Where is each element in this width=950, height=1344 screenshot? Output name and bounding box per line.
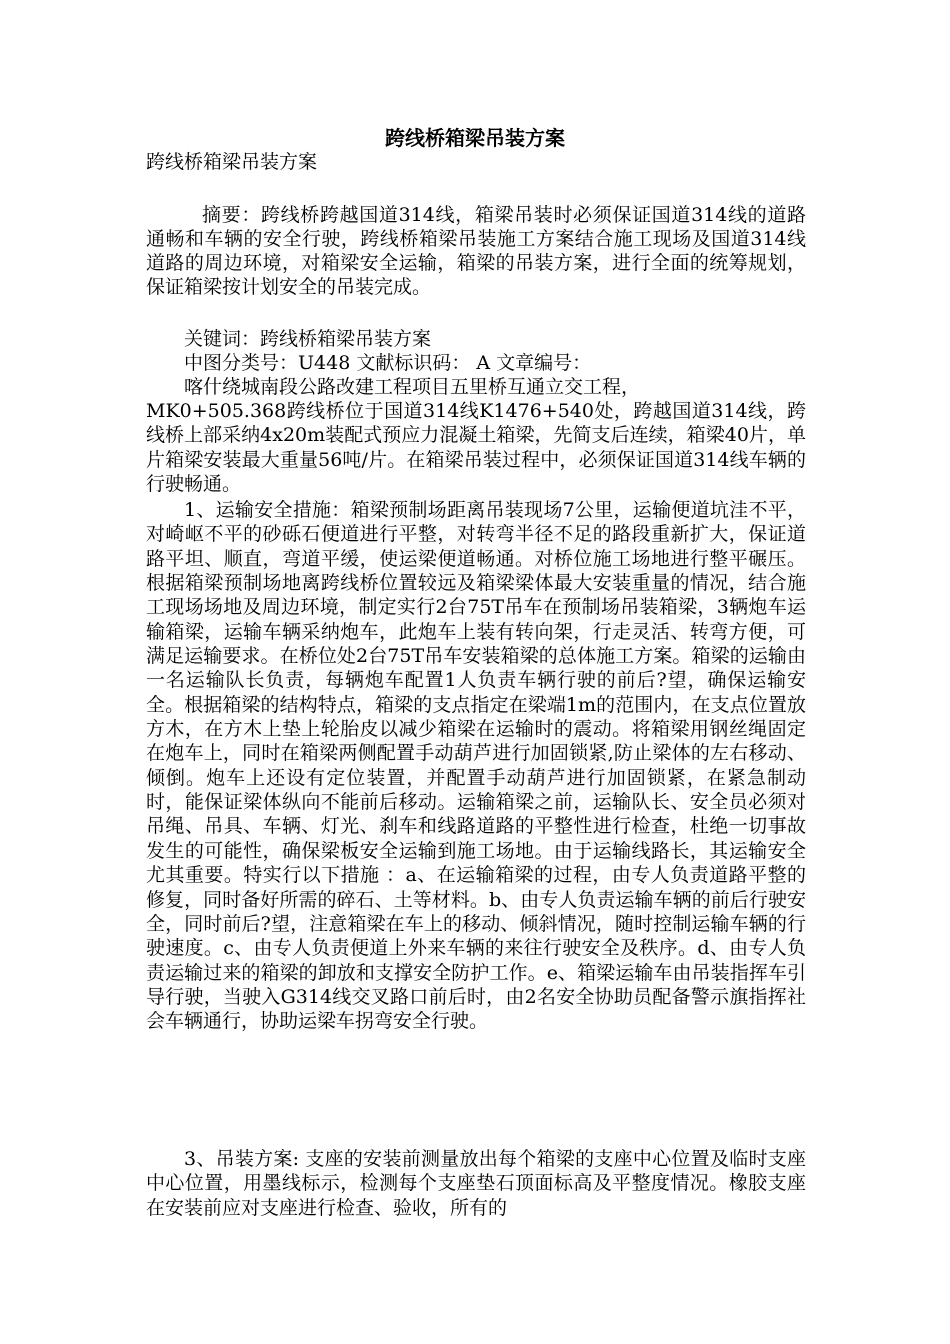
abstract-paragraph: 摘要：跨线桥跨越国道314线，箱梁吊装时必须保证国道314线的道路通畅和车辆的安全行驶，跨线桥箱梁吊装施工方案结合施工现场及国道314线道路的周边环境，对箱梁安全运输，箱梁的吊装方案，进行全面的统筹规划，保证箱梁按计划安全的吊装完成。 [146, 204, 806, 298]
document-subtitle: 跨线桥箱梁吊装方案 [146, 151, 318, 173]
keywords-line: 关键词：跨线桥箱梁吊装方案 [184, 328, 432, 350]
document-title: 跨线桥箱梁吊装方案 [385, 126, 565, 150]
intro-first-line: 喀什绕城南段公路改建工程项目五里桥互通立交工程， [184, 376, 641, 398]
intro-paragraph: MK0+505.368跨线桥位于国道314线K1476+540处，跨越国道314线，跨线桥上部采纳4x20m装配式预应力混凝土箱梁，先简支后连续，箱梁40片，单片箱梁安装最大重量56吨/片。在箱梁吊装过程中，必须保证国道314线车辆的行驶畅通。 [146, 400, 806, 496]
classification-line: 中图分类号：U448 文献标识码： A 文章编号： [184, 352, 592, 374]
section-3-lifting-plan: 3、吊装方案: 支座的安装前测量放出每个箱梁的支座中心位置及临时支座中心位置，用墨线标示，检测每个支座垫石顶面标高及平整度情况。橡胶支座在安装前应对支座进行检查、验收，所有的 [146, 1148, 806, 1219]
section-1-transport-safety: 1、运输安全措施：箱梁预制场距离吊装现场7公里，运输便道坑洼不平，对崎岖不平的砂砾石便道进行平整，对转弯半径不足的路段重新扩大，保证道路平坦、顺直，弯道平缓，使运梁便道畅通。对桥位施工场地进行整平碾压。根据箱梁预制场地离跨线桥位置较远及箱梁梁体最大安装重量的情况，结合施工现场场地及周边环境，制定实行2台75T吊车在预制场吊装箱梁，3辆炮车运输箱梁，运输车辆采纳炮车，此炮车上装有转向架，行走灵活、转弯方便，可满足运输要求。在桥位处2台75T吊车安装箱梁的总体施工方案。箱梁的运输由一名运输队长负责，每辆炮车配置1人负责车辆行驶的前后?望，确保运输安全。根据箱梁的结构特点，箱梁的支点指定在梁端1m的范围内，在支点位置放方木，在方木上垫上轮胎皮以减少箱梁在运输时的震动。将箱梁用钢丝绳固定在炮车上，同时在箱梁两侧配置手动葫芦进行加固锁紧,防止梁体的左右移动、倾倒。炮车上还设有定位装置，并配置手动葫芦进行加固锁紧，在紧急制动时，能保证梁体纵向不能前后移动。运输箱梁之前，运输队长、安全员必须对吊绳、吊具、车辆、灯光、刹车和线路道路的平整性进行检查，杜绝一切事故发生的可能性，确保梁板安全运输到施工场地。由于运输线路长，其运输安全尤其重要。特实行以下措施 ：a、在运输箱梁的过程，由专人负责道路平整的修复，同时备好所需的碎石、土等材料。b、由专人负责运输车辆的前后行驶安全，同时前后?望，注意箱梁在车上的移动、倾斜情况，随时控制运输车辆的行驶速度。c、由专人负责便道上外来车辆的来往行驶安全及秩序。d、由专人负责运输过来的箱梁的卸放和支撑安全防护工作。e、箱梁运输车由吊装指挥车引导行驶，当驶入G314线交叉路口前后时，由2名安全协助员配备警示旗指挥社会车辆通行，协助运梁车拐弯安全行驶。 [146, 499, 806, 1033]
